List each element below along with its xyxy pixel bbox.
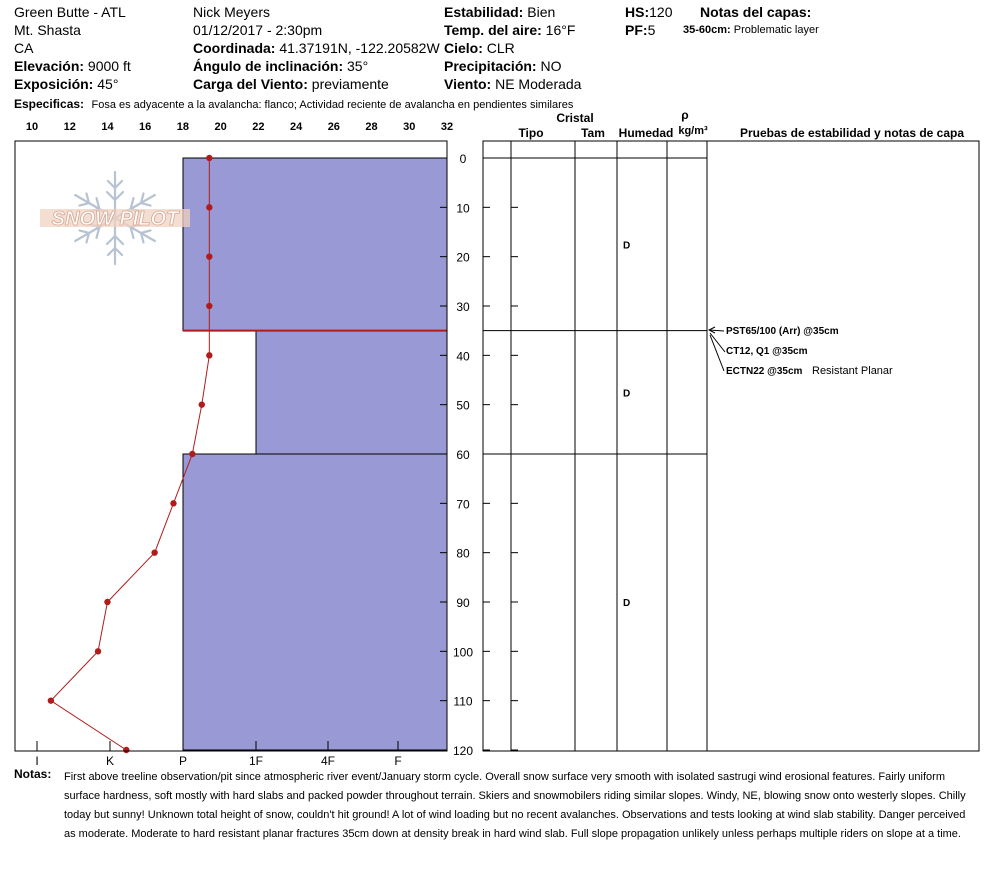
elevation-label: Elevación:: [14, 58, 85, 74]
stability-test: PST65/100 (Arr) @35cm: [726, 326, 839, 337]
aspect-label: Exposición:: [14, 76, 94, 92]
coordinates-label: Coordinada:: [193, 40, 276, 56]
temperature-axis: [26, 121, 453, 133]
hardness-tick-label: F: [394, 754, 402, 768]
datetime: 01/12/2017 - 2:30pm: [193, 22, 323, 38]
temperature-tick-label: 20: [214, 121, 227, 133]
wind-value: NE Moderada: [495, 76, 582, 92]
density-symbol: ρ: [681, 108, 689, 122]
logo-text: SNOW PILOT: [51, 208, 179, 230]
hardness-tick-label: K: [105, 754, 115, 768]
depth-tick-label: 90: [456, 596, 470, 610]
crystal-header: Cristal: [556, 111, 594, 125]
hs-value: 120: [649, 4, 673, 20]
temperature-point: [206, 253, 212, 259]
temperature-point: [206, 204, 212, 210]
depth-tick-label: 10: [456, 201, 470, 216]
temperature-point: [48, 697, 54, 703]
observer: Nick Meyers: [193, 4, 271, 20]
moisture-value: D: [623, 240, 631, 252]
temperature-tick-label: 10: [25, 121, 39, 133]
temperature-tick-label: 14: [101, 121, 114, 133]
temperature-tick-label: 24: [289, 121, 303, 133]
tests-header: Pruebas de estabilidad y notas de capa: [739, 126, 965, 140]
temperature-point: [123, 747, 129, 753]
depth-tick-label: 100: [452, 645, 474, 660]
snowpilot-logo: [40, 172, 190, 264]
temperature-tick-label: 32: [440, 121, 454, 133]
temperature-point: [206, 303, 212, 309]
test-note: Resistant Planar: [812, 365, 893, 377]
hardness-layer-bar: [183, 454, 447, 750]
size-header: Tam: [581, 126, 605, 140]
coordinates-value: 41.37191N, -122.20582W: [279, 40, 440, 56]
depth-tick-label: 20: [456, 250, 470, 265]
hardness-tick-label: 1F: [248, 754, 264, 768]
wind-load-value: previamente: [311, 76, 389, 92]
stability-value: Bien: [527, 4, 556, 20]
temperature-point: [170, 500, 176, 506]
layer-table: [483, 108, 979, 751]
moisture-header: Humedad: [618, 126, 674, 140]
hs-label: HS:: [625, 4, 650, 20]
temperature-point: [151, 549, 157, 555]
depth-tick-label: 30: [456, 300, 470, 314]
depth-tick-label: 120: [452, 744, 474, 758]
temperature-tick-label: 28: [365, 121, 378, 133]
depth-tick-label: 40: [456, 349, 470, 364]
temperature-point: [206, 352, 212, 358]
aspect-value: 45°: [97, 76, 119, 92]
air-temp-label: Temp. del aire:: [444, 22, 542, 38]
temperature-point: [95, 648, 101, 654]
moisture-values: [623, 240, 630, 609]
hardness-tick-label: P: [178, 754, 188, 768]
temperature-tick-label: 18: [176, 121, 190, 133]
moisture-value: D: [623, 388, 631, 400]
moisture-value: D: [623, 598, 631, 609]
specifics-label: Especificas:: [14, 97, 85, 111]
slope-value: 35°: [347, 58, 369, 74]
depth-tick-label: 50: [456, 398, 470, 413]
depth-tick-label: 80: [456, 546, 470, 561]
layer-note-text: Problematic layer: [733, 24, 819, 36]
temperature-point: [199, 401, 205, 407]
depth-tick-label: 60: [456, 448, 470, 462]
depth-axis: [440, 152, 518, 758]
temperature-tick-label: 30: [403, 121, 416, 133]
temperature-point: [206, 155, 212, 161]
depth-tick-label: 70: [456, 497, 470, 512]
pf-value: 5: [647, 22, 656, 38]
sky-label: Cielo:: [444, 40, 483, 56]
stability-test-arrows: [709, 327, 725, 371]
layer-note-range: 35-60cm:: [683, 24, 731, 36]
table-frame: [483, 141, 979, 751]
hardness-profile: [183, 158, 447, 750]
notes-text: First above treeline observation/pit since atmospheric river event/January storm cycle. Overall snow surface very smooth with isolated sastrugi wind erosional features. Fairly uniform surface hardness, soft mostly with hard slabs and packed powder throughout terrain. Skiers and snowmobilers riding similar slopes. Windy, NE, blowing snow onto westerly slopes. Chilly today but sunny! Unknown total height of snow, couldn't hit ground! A lot of wind loading but no recent avalanches. Observations and tests looking at wind slab stability. Danger perceived as moderate. Moderate to hard resistant planar fractures 35cm down at density break in hard wind slab. Full slope propagation unlikely unless perhaps multiple riders on slope at a time.: [64, 771, 966, 840]
layer-notes-label: Notas del capas:: [700, 4, 812, 20]
temperature-point: [104, 599, 110, 605]
elevation-value: 9000 ft: [87, 58, 131, 74]
sky-value: CLR: [486, 40, 515, 56]
temperature-tick-label: 26: [327, 121, 340, 133]
temperature-tick-label: 16: [139, 121, 152, 133]
mountain: Mt. Shasta: [14, 22, 81, 38]
temperature-point: [189, 451, 195, 457]
notes-label: Notas:: [14, 767, 52, 781]
precip-label: Precipitación:: [444, 58, 537, 74]
stability-label: Estabilidad:: [444, 4, 524, 20]
depth-tick-label: 0: [459, 152, 467, 166]
hardness-tick-label: I: [35, 754, 39, 768]
state: CA: [14, 40, 34, 56]
precip-value: NO: [540, 58, 562, 74]
hardness-layer-bar: [256, 331, 447, 454]
type-header: Tipo: [518, 126, 544, 140]
air-temp-value: 16°F: [545, 22, 576, 38]
temperature-tick-label: 22: [252, 121, 265, 133]
pf-label: PF:: [625, 22, 648, 38]
depth-tick-label: 110: [453, 694, 473, 709]
slope-label: Ángulo de inclinación:: [193, 58, 344, 74]
wind-label: Viento:: [444, 76, 492, 92]
stability-test: CT12, Q1 @35cm: [726, 346, 808, 357]
hardness-tick-label: 4F: [320, 754, 336, 768]
location: Green Butte - ATL: [14, 4, 126, 20]
density-unit: kg/m³: [678, 125, 708, 137]
wind-load-label: Carga del Viento:: [193, 76, 308, 92]
hardness-layer-bar: [183, 158, 447, 331]
specifics-value: Fosa es adyacente a la avalancha: flanco; Actividad reciente de avalancha en pendientes similares: [91, 99, 574, 111]
temperature-tick-label: 12: [63, 121, 76, 133]
stability-test: ECTN22 @35cm: [726, 366, 803, 377]
